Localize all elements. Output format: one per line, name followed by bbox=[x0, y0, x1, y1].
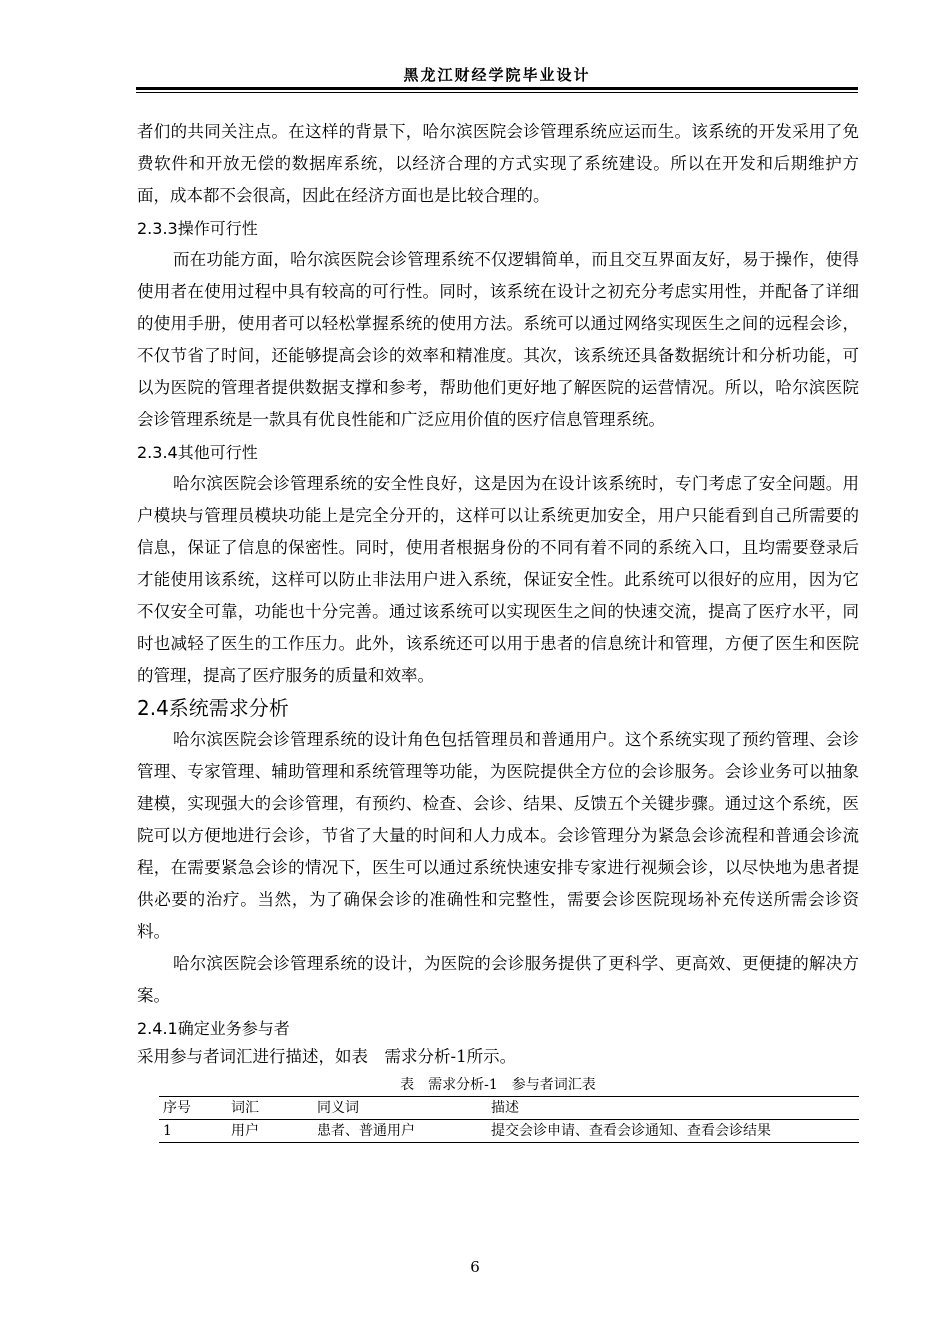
paragraph-2-4-1: 采用参与者词汇进行描述，如表 需求分析-1所示。 bbox=[137, 1047, 517, 1066]
table-header-cell: 描述 bbox=[487, 1097, 859, 1120]
intro-paragraph: 者们的共同关注点。在这样的背景下，哈尔滨医院会诊管理系统应运而生。该系统的开发采用了免费软件和开放无偿的数据库系统，以经济合理的方式实现了系统建设。所以在开发和后期维护方面，成本都不会很高，因此在经济方面也是比较合理的。 bbox=[137, 122, 859, 205]
body-content bbox=[137, 116, 859, 1143]
page-header-title: 黑龙江财经学院毕业设计 bbox=[403, 66, 591, 84]
table-header-cell: 序号 bbox=[159, 1097, 227, 1120]
header-rule-thin bbox=[136, 92, 858, 93]
table-header-row bbox=[159, 1097, 859, 1120]
table-header-cell: 词汇 bbox=[227, 1097, 313, 1120]
paragraph-2-4-b: 哈尔滨医院会诊管理系统的设计，为医院的会诊服务提供了更科学、更高效、更便捷的解决方案。 bbox=[137, 954, 859, 1005]
table-row bbox=[159, 1120, 859, 1143]
heading-2-4: 2.4系统需求分析 bbox=[137, 696, 289, 720]
table-caption: 表 需求分析-1 参与者词汇表 bbox=[400, 1077, 596, 1093]
header-rule-thick bbox=[136, 87, 858, 90]
paragraph-2-3-4: 哈尔滨医院会诊管理系统的安全性良好，这是因为在设计该系统时，专门考虑了安全问题。用户模块与管理员模块功能上是完全分开的，这样可以让系统更加安全，用户只能看到自己所需要的信息，保证了信息的保密性。同时，使用者根据身份的不同有着不同的系统入口，且均需要登录后才能使用该系统，这样可以防止非法用户进入系统，保证安全性。此系统可以很好的应用，因为它不仅安全可靠，功能也十分完善。通过该系统可以实现医生之间的快速交流，提高了医疗水平，同时也减轻了医生的工作压力。此外，该系统还可以用于患者的信息统计和管理，方便了医生和医院的管理，提高了医疗服务的质量和效率。 bbox=[137, 474, 859, 685]
table-header-cell: 同义词 bbox=[313, 1097, 487, 1120]
heading-2-4-1: 2.4.1确定业务参与者 bbox=[137, 1019, 290, 1038]
paragraph-2-3-3: 而在功能方面，哈尔滨医院会诊管理系统不仅逻辑简单，而且交互界面友好，易于操作，使得使用者在使用过程中具有较高的可行性。同时，该系统在设计之初充分考虑实用性，并配备了详细的使用手册，使用者可以轻松掌握系统的使用方法。系统可以通过网络实现医生之间的远程会诊，不仅节省了时间，还能够提高会诊的效率和精准度。其次，该系统还具备数据统计和分析功能，可以为医院的管理者提供数据支撑和参考，帮助他们更好地了解医院的运营情况。所以，哈尔滨医院会诊管理系统是一款具有优良性能和广泛应用价值的医疗信息管理系统。 bbox=[137, 250, 859, 429]
table-cell: 患者、普通用户 bbox=[313, 1120, 487, 1143]
table-cell: 1 bbox=[159, 1120, 227, 1143]
page-number: 6 bbox=[470, 1258, 480, 1276]
table-cell: 用户 bbox=[227, 1120, 313, 1143]
paragraph-2-4-a: 哈尔滨医院会诊管理系统的设计角色包括管理员和普通用户。这个系统实现了预约管理、会诊管理、专家管理、辅助管理和系统管理等功能，为医院提供全方位的会诊服务。会诊业务可以抽象建模，实现强大的会诊管理，有预约、检查、会诊、结果、反馈五个关键步骤。通过这个系统，医院可以方便地进行会诊，节省了大量的时间和人力成本。会诊管理分为紧急会诊流程和普通会诊流程，在需要紧急会诊的情况下，医生可以通过系统快速安排专家进行视频会诊，以尽快地为患者提供必要的治疗。当然，为了确保会诊的准确性和完整性，需要会诊医院现场补充传送所需会诊资料。 bbox=[137, 730, 859, 941]
heading-2-3-3: 2.3.3操作可行性 bbox=[137, 219, 258, 238]
participant-vocabulary-table bbox=[159, 1096, 859, 1143]
heading-2-3-4: 2.3.4其他可行性 bbox=[137, 443, 258, 462]
table-cell: 提交会诊申请、查看会诊通知、查看会诊结果 bbox=[487, 1120, 859, 1143]
